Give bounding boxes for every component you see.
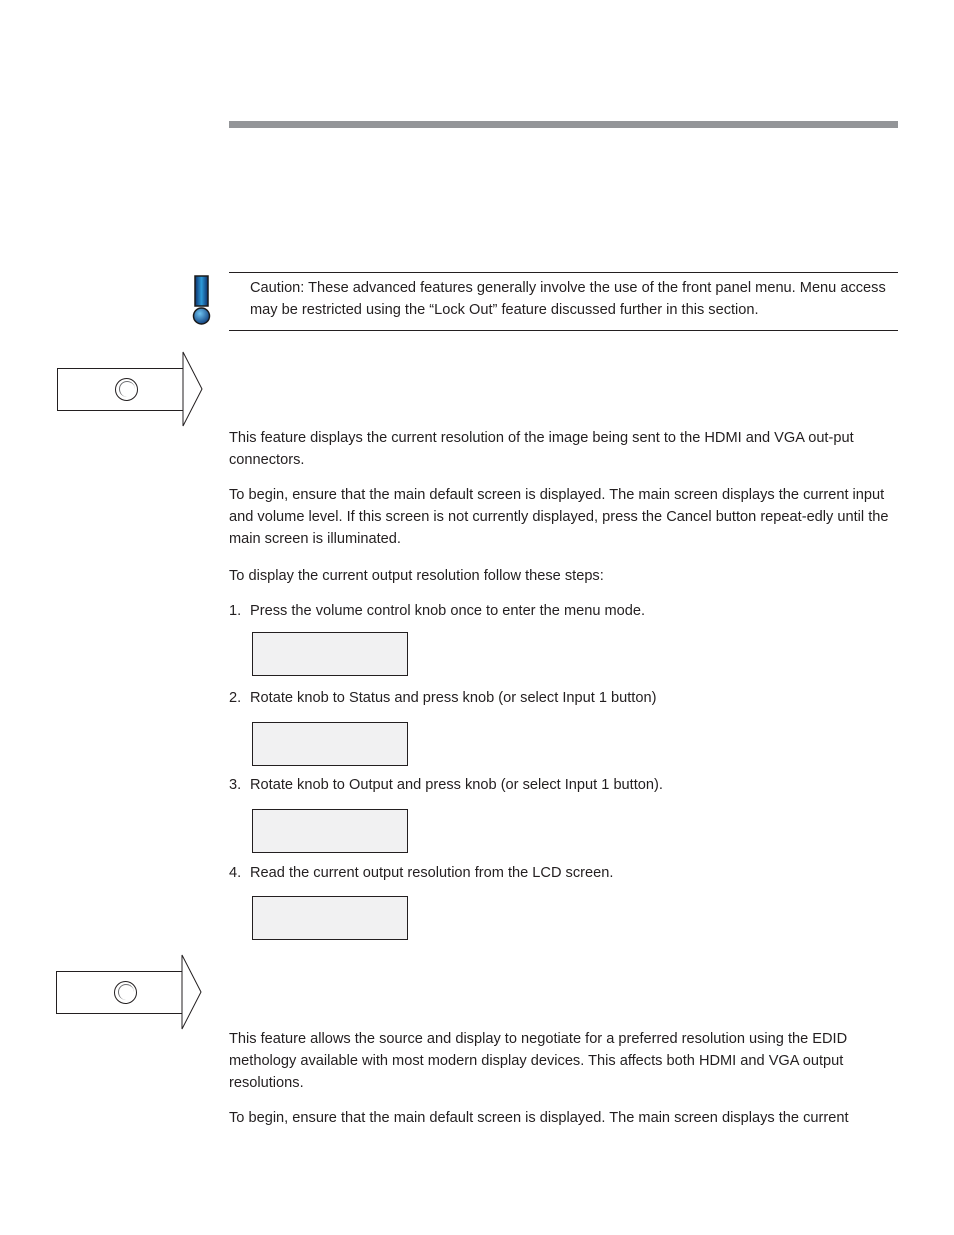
step-number: 4.: [229, 865, 242, 881]
section-marker-1: [57, 351, 207, 429]
step-number: 2.: [229, 690, 242, 706]
lcd-screen: [252, 809, 408, 853]
paragraph: To begin, ensure that the main default screen is displayed. The main screen displays the current input and volume level. If this screen is not currently displayed, press the Cancel button repeat-edly until the main screen is illuminated.: [229, 487, 889, 547]
step-item: [229, 774, 889, 796]
header-rule: [229, 121, 898, 128]
step-text: Read the current output resolution from the LCD screen.: [250, 865, 614, 881]
knob-icon: [115, 378, 138, 401]
step-item: [229, 600, 889, 622]
caution-top-rule: [229, 272, 898, 273]
step-item: [229, 862, 889, 884]
step-item: [229, 687, 889, 709]
step-text: Press the volume control knob once to enter the menu mode.: [250, 603, 646, 619]
exclamation-icon: [190, 274, 214, 326]
section-marker-2: [56, 954, 206, 1032]
caution-text: Caution: These advanced features generally involve the use of the front panel menu. Menu access may be restricted using the “Lock Out” feature discussed further in this section.: [250, 280, 886, 318]
paragraph: This feature displays the current resolution of the image being sent to the HDMI and VGA out-put connectors.: [229, 430, 854, 468]
caution-bottom-rule: [229, 330, 898, 331]
knob-icon: [114, 981, 137, 1004]
step-text: Rotate knob to Status and press knob (or select Input 1 button): [250, 690, 657, 706]
step-number: 3.: [229, 777, 242, 793]
paragraph: To display the current output resolution follow these steps:: [229, 568, 604, 584]
step-number: 1.: [229, 603, 242, 619]
lcd-screen: [252, 722, 408, 766]
step-text: Rotate knob to Output and press knob (or select Input 1 button).: [250, 777, 663, 793]
paragraph: This feature allows the source and display to negotiate for a preferred resolution using the EDID methology available with most modern display devices. This affects both HDMI and VGA output resolutions.: [229, 1031, 848, 1091]
paragraph: To begin, ensure that the main default screen is displayed. The main screen displays the current: [229, 1110, 849, 1126]
lcd-screen: [252, 896, 408, 940]
lcd-screen: [252, 632, 408, 676]
